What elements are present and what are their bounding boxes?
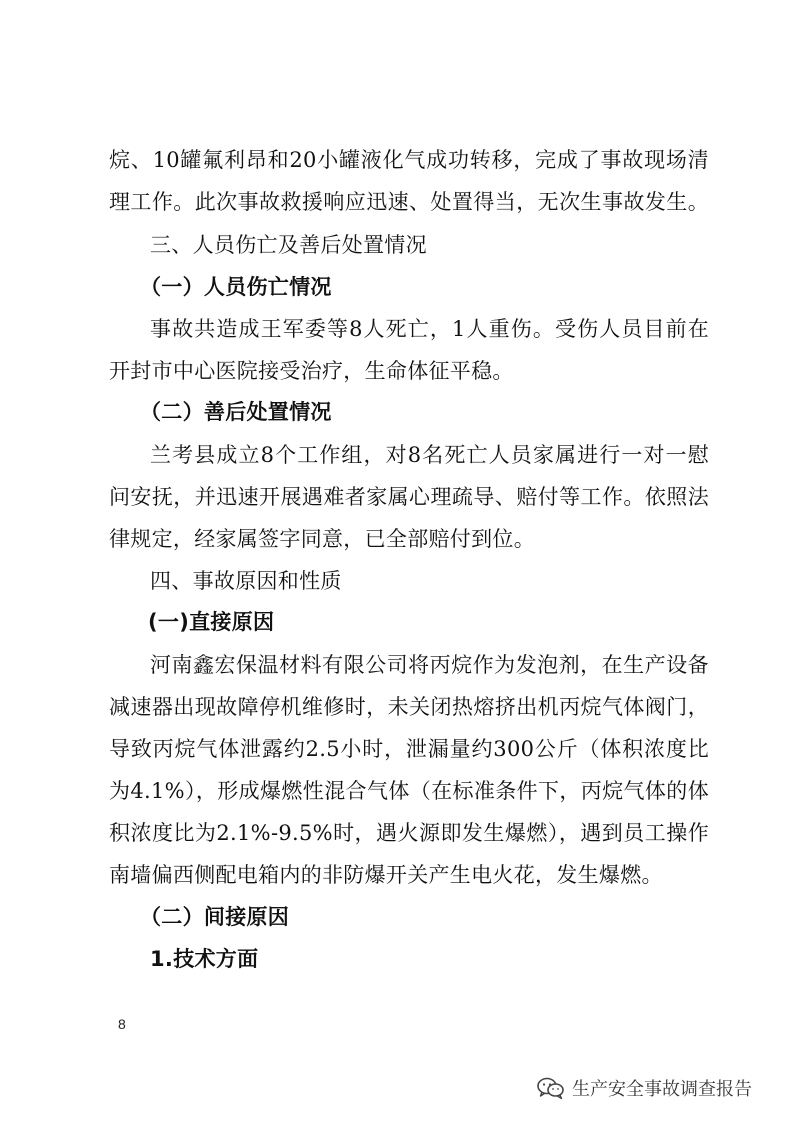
watermark bbox=[536, 1075, 752, 1101]
body-text-line: 律规定，经家属签字同意，已全部赔付到位。 bbox=[109, 527, 535, 551]
subsection-heading: （一）人员伤亡情况 bbox=[140, 275, 332, 299]
subsection-heading: (一)直接原因 bbox=[148, 610, 275, 634]
body-text-line: 减速器出现故障停机维修时，未关闭热熔挤出机丙烷气体阀门， bbox=[109, 695, 709, 719]
body-text-line: 理工作。此次事故救援响应迅速、处置得当，无次生事故发生。 bbox=[109, 190, 709, 214]
body-text-line: 兰考县成立8个工作组，对8名死亡人员家属进行一对一慰 bbox=[150, 443, 709, 467]
body-text-line: 为4.1%），形成爆燃性混合气体（在标准条件下，丙烷气体的体 bbox=[109, 779, 709, 803]
section-heading: 三、人员伤亡及善后处置情况 bbox=[150, 233, 427, 257]
body-text-line: 开封市中心医院接受治疗，生命体征平稳。 bbox=[109, 359, 514, 383]
page-number: 8 bbox=[118, 1016, 126, 1032]
subsection-heading: （二）间接原因 bbox=[140, 905, 290, 929]
body-text-line: 积浓度比为2.1%-9.5%时，遇火源即发生爆燃），遇到员工操作 bbox=[109, 821, 709, 845]
body-text-line: 导致丙烷气体泄露约2.5小时，泄漏量约300公斤（体积浓度比 bbox=[109, 737, 709, 761]
section-heading: 四、事故原因和性质 bbox=[150, 569, 342, 593]
subsection-heading: 1.技术方面 bbox=[150, 947, 259, 971]
body-text-line: 问安抚，并迅速开展遇难者家属心理疏导、赔付等工作。依照法 bbox=[109, 485, 709, 509]
body-text-line: 烷、10罐氟利昂和20小罐液化气成功转移，完成了事故现场清 bbox=[109, 148, 709, 172]
wechat-icon bbox=[536, 1076, 566, 1100]
subsection-heading: （二）善后处置情况 bbox=[140, 400, 332, 424]
body-text-line: 南墙偏西侧配电箱内的非防爆开关产生电火花，发生爆燃。 bbox=[109, 863, 663, 887]
watermark-text: 生产安全事故调查报告 bbox=[572, 1079, 752, 1100]
body-text-line: 事故共造成王军委等8人死亡，1人重伤。受伤人员目前在 bbox=[150, 317, 709, 341]
body-text-line: 河南鑫宏保温材料有限公司将丙烷作为发泡剂，在生产设备 bbox=[150, 653, 709, 677]
